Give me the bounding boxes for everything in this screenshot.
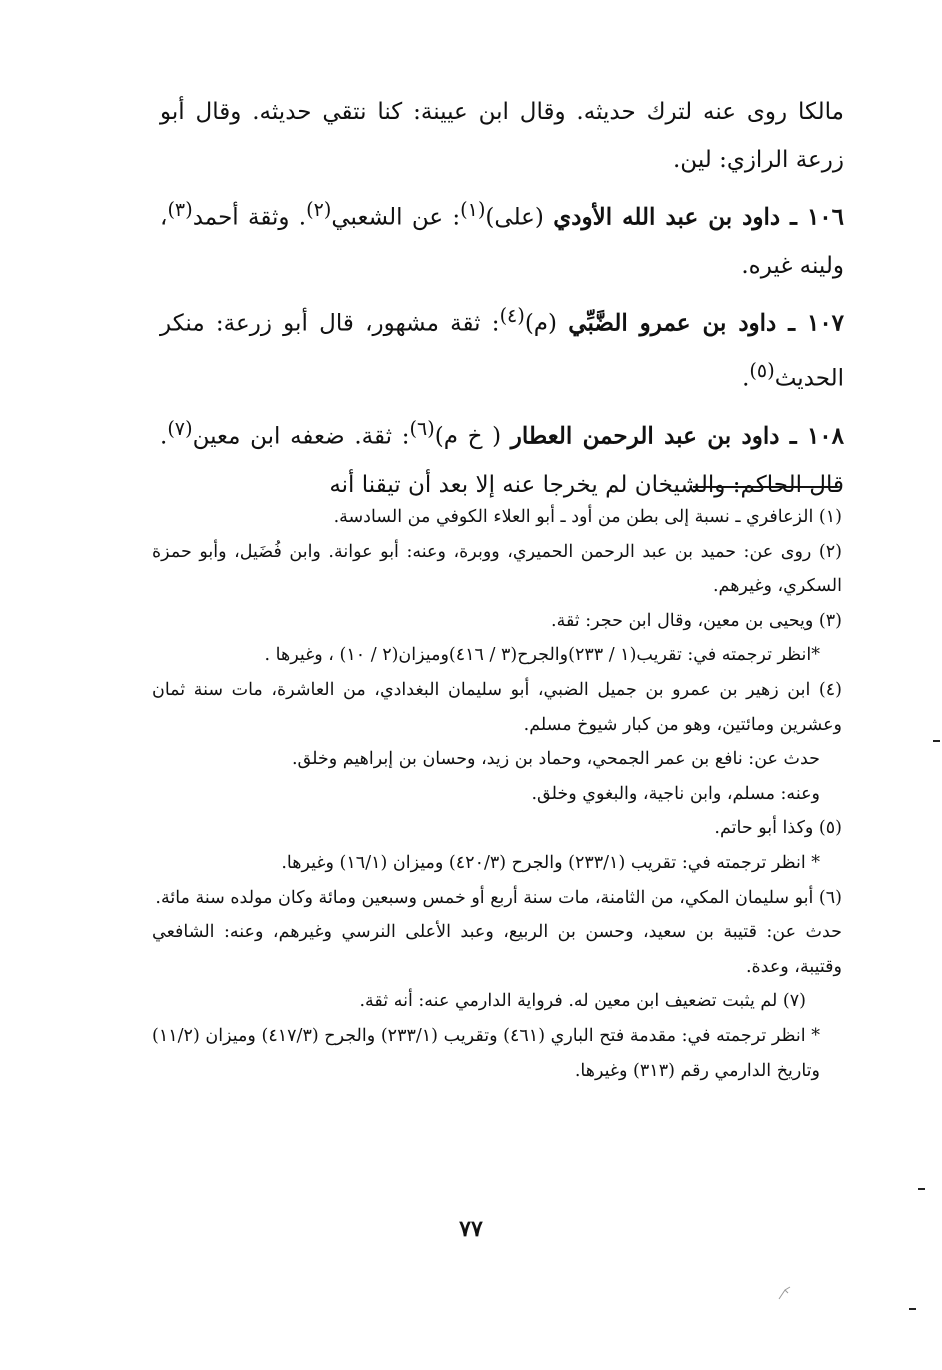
entry-107 — [160, 292, 844, 403]
entry-106-text-b: . وثقة أحمد — [192, 204, 307, 231]
footnote-ref-5[interactable]: (٥) — [749, 359, 775, 383]
entry-108-name: داود بن عبد الرحمن العطار — [510, 422, 780, 450]
entry-107-name: داود بن عمرو الضَّبِّي — [568, 309, 777, 337]
footnote-3: (٣) ويحيى بن معين، وقال ابن حجر: ثقة. — [551, 610, 842, 631]
footnote-separator — [693, 486, 838, 488]
entry-106-name: داود بن عبد الله الأودي — [553, 203, 781, 231]
footnote-ref-6[interactable]: (٦) — [409, 416, 435, 440]
footnote-6: (٦) أبو سليمان المكي، من الثامنة، مات سنة أربع أو خمس وسبعين ومائة وكان مولده سنة مائة. — [155, 887, 842, 908]
entry-108-text-a: : ثقة. ضعفه ابن معين — [192, 423, 410, 450]
entry-106 — [160, 186, 844, 290]
pencil-mark-icon — [776, 1284, 794, 1302]
entry-108 — [160, 405, 844, 509]
footnote-4-narrators: وعنه: مسلم، وابن ناجية، والبغوي وخلق. — [531, 783, 820, 804]
footnote-2: (٢) روى عن: حميد بن عبد الرحمن الحميري، ووبرة، وعنه: أبو عوانة. وابن فُضَيل، وأبو حمزة السكري، وغيرهم. — [152, 541, 842, 597]
footnote-1: (١) الزعافري ـ نسبة إلى بطن من أود ـ أبو العلاء الكوفي من السادسة. — [333, 507, 842, 527]
footnote-5-references: * انظر ترجمته في: تقريب (٢٣٣/١) والجرح (٤٢٠/٣) وميزان (١٦/١) وغيرها. — [281, 852, 820, 873]
footnote-ref-4[interactable]: (٤) — [499, 303, 525, 327]
footnote-6-narrated-from: حدث عن: قتيبة بن سعيد، وحسن بن الربيع، وعبد الأعلى النرسي وغيرهم، وعنه: الشافعي وقتيبة، وعدة. — [152, 922, 842, 977]
footnotes-section — [152, 500, 842, 1088]
footnote-ref-1[interactable]: (١) — [460, 198, 486, 221]
entry-107-text-a: : ثقة مشهور، قال أبو زرعة: منكر الحديث — [160, 310, 844, 392]
entry-107-symbol: (م) — [524, 310, 569, 337]
footnote-4-narrated-from: حدث عن: نافع بن عمر الجمحي، وحماد بن زيد، وحسان بن إبراهيم وخلق. — [291, 749, 820, 770]
continuation-paragraph — [160, 88, 844, 184]
footnote-ref-3[interactable]: (٣) — [167, 198, 193, 221]
entry-106-number: ١٠٦ ـ — [780, 203, 845, 231]
entry-108-text-b: . قال الحاكم: والشيخان لم يخرجا عنه إلا بعد أن تيقنا أنه — [160, 423, 844, 498]
page-number: ٧٧ — [459, 1216, 483, 1242]
entry-107-text-b: . — [742, 365, 750, 392]
footnote-7: (٧) لم يثبت تضعيف ابن معين له. فرواية الدارمي عنه: أنه ثقة. — [359, 991, 806, 1012]
scan-mark — [933, 740, 940, 742]
entry-108-symbol: ( خ م) — [434, 423, 511, 450]
entry-106-text-c: ، ولينه غيره. — [160, 204, 844, 279]
entry-108-number: ١٠٨ ـ — [779, 422, 844, 450]
footnote-ref-2[interactable]: (٢) — [306, 198, 332, 221]
scan-mark — [909, 1308, 916, 1310]
footnote-7-references: * انظر ترجمته في: مقدمة فتح الباري (٤٦١) وتقريب (٢٣٣/١) والجرح (٤١٧/٣) وميزان (١١/٢) وتاريخ الدارمي رقم (٣١٣) وغيرها. — [152, 1025, 820, 1081]
continuation-line-1: مالكا روى عنه لترك حديثه. وقال ابن عيينة: كنا نتقي حديثه. وقال أبو — [160, 99, 844, 125]
entry-106-symbol: (علی) — [485, 204, 554, 231]
scan-mark — [918, 1188, 925, 1190]
main-text — [160, 88, 844, 509]
entry-107-number: ١٠٧ ـ — [776, 309, 845, 337]
footnote-3-references: *انظر ترجمته في: تقريب(١ / ٢٣٣)والجرح(٣ / ٤١٦)وميزان(٢ / ١٠) ، وغيرها . — [264, 645, 820, 666]
continuation-line-2: زرعة الرازي: لين. — [673, 147, 844, 173]
entry-106-text-a: : عن الشعبي — [331, 204, 461, 231]
footnote-4: (٤) ابن زهير بن عمرو بن جميل الضبي، أبو سليمان البغدادي، من العاشرة، مات سنة ثمان وعشرين ومائتين، وهو من كبار شيوخ مسلم. — [152, 679, 842, 735]
footnote-5: (٥) وكذا أبو حاتم. — [714, 818, 842, 839]
footnote-ref-7[interactable]: (٧) — [167, 416, 193, 440]
